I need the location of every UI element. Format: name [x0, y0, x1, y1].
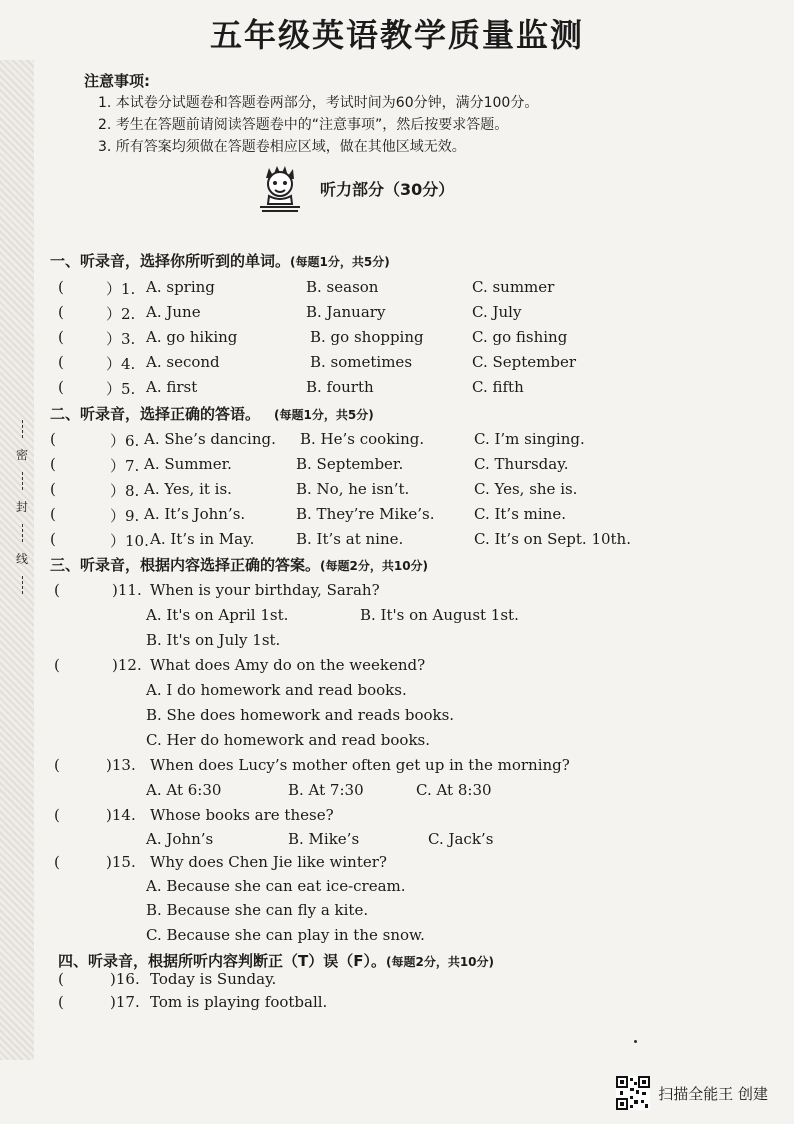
answer-blank[interactable]: (	[58, 970, 64, 988]
statement-text: Today is Sunday.	[150, 970, 277, 988]
question-number: )11.	[112, 581, 142, 599]
option-c: C. September	[472, 353, 577, 371]
option-a: A. go hiking	[146, 328, 238, 346]
option-a: A. Yes, it is.	[144, 480, 232, 498]
listening-section-header	[254, 162, 454, 214]
option-c: C. It’s mine.	[474, 505, 566, 523]
answer-blank[interactable]: (	[58, 303, 64, 321]
question-number: ）4.	[106, 355, 136, 373]
option-c: C. Jack’s	[428, 830, 494, 848]
answer-blank[interactable]: (	[58, 993, 64, 1011]
option-b: B. season	[306, 278, 379, 296]
student-cartoon-icon	[254, 162, 306, 214]
page-title: 五年级英语教学质量监测	[209, 16, 584, 54]
notice-item: 3. 所有答案均须做在答题卷相应区域，做在其他区域无效。	[98, 139, 466, 155]
option-b: B. No, he isn’t.	[296, 480, 410, 498]
binding-char-2: 封	[16, 500, 29, 514]
section-title-text: 四、听录音，根据所听内容判断正（T）误（F）。	[58, 952, 386, 970]
option-b: B. go shopping	[310, 328, 424, 346]
option-b: B. He’s cooking.	[300, 430, 425, 448]
option-a: A. Because she can eat ice-cream.	[146, 877, 406, 895]
answer-blank[interactable]: (	[50, 430, 56, 448]
question-text: When does Lucy’s mother often get up in the morning?	[150, 756, 570, 774]
notice-block	[84, 70, 538, 158]
answer-blank[interactable]: (	[50, 505, 56, 523]
answer-blank[interactable]: (	[50, 480, 56, 498]
section-title-text: 二、听录音，选择正确的答语。	[50, 405, 261, 423]
section-title-text: 三、听录音，根据内容选择正确的答案。	[50, 556, 321, 574]
option-b: B. fourth	[306, 378, 374, 396]
question-number: )13.	[106, 756, 136, 774]
watermark-text: 扫描全能王 创建	[658, 1084, 768, 1103]
option-c: C. summer	[472, 278, 555, 296]
option-c: B. It's on July 1st.	[146, 631, 281, 649]
option-c: C. I’m singing.	[474, 430, 585, 448]
option-b: B. They’re Mike’s.	[296, 505, 435, 523]
question-number: )17.	[110, 993, 140, 1011]
ink-dot	[634, 1040, 637, 1043]
question-number: ）1.	[106, 280, 136, 298]
option-b: B. It’s at nine.	[296, 530, 404, 548]
section-score: (每题2分，共10分)	[385, 955, 495, 969]
option-b: B. It's on August 1st.	[360, 606, 519, 624]
option-a: A. June	[146, 303, 201, 321]
option-c: C. fifth	[472, 378, 524, 396]
section-score: (每题1分，共5分)	[274, 408, 374, 422]
option-a: A. It’s John’s.	[144, 505, 246, 523]
option-a: A. It’s in May.	[150, 530, 255, 548]
answer-blank[interactable]: (	[58, 278, 64, 296]
option-c: C. Because she can play in the snow.	[146, 926, 425, 944]
option-b: B. September.	[296, 455, 404, 473]
binding-char-3: 线	[16, 552, 29, 566]
option-b: B. sometimes	[310, 353, 413, 371]
option-a: A. It's on April 1st.	[146, 606, 289, 624]
option-b: B. She does homework and reads books.	[146, 706, 455, 724]
option-c: C. It’s on Sept. 10th.	[474, 530, 631, 548]
answer-blank[interactable]: (	[54, 756, 60, 774]
question-text: What does Amy do on the weekend?	[150, 656, 426, 674]
option-a: A. I do homework and read books.	[146, 681, 407, 699]
answer-blank[interactable]: (	[54, 853, 60, 871]
question-number: )14.	[106, 806, 136, 824]
option-c: C. At 8:30	[416, 781, 492, 799]
option-c: C. Yes, she is.	[474, 480, 578, 498]
binding-line	[16, 420, 30, 640]
section-3-title	[50, 554, 428, 575]
option-c: C. Thursday.	[474, 455, 569, 473]
option-b: B. Mike’s	[288, 830, 360, 848]
option-a: A. first	[146, 378, 198, 396]
option-b: B. Because she can fly a kite.	[146, 901, 369, 919]
answer-blank[interactable]: (	[58, 328, 64, 346]
question-number: ）9.	[110, 507, 140, 525]
answer-blank[interactable]: (	[58, 353, 64, 371]
question-number: ）7.	[110, 457, 140, 475]
option-a: A. second	[146, 353, 220, 371]
option-a: A. At 6:30	[146, 781, 222, 799]
qr-code-icon	[616, 1076, 650, 1110]
notice-item: 1. 本试卷分试题卷和答题卷两部分，考试时间为60分钟，满分100分。	[98, 95, 539, 111]
question-text: Why does Chen Jie like winter?	[150, 853, 387, 871]
section-title-text: 一、听录音，选择你所听到的单词。	[50, 252, 291, 270]
answer-blank[interactable]: (	[50, 530, 56, 548]
section-2-title	[50, 403, 374, 424]
question-number: ）8.	[110, 482, 140, 500]
question-text: Whose books are these?	[150, 806, 334, 824]
section-score: (每题1分，共5分)	[290, 255, 390, 269]
scanner-watermark	[616, 1076, 768, 1110]
statement-text: Tom is playing football.	[150, 993, 328, 1011]
option-b: B. At 7:30	[288, 781, 364, 799]
question-number: )15.	[106, 853, 136, 871]
question-number: ）2.	[106, 305, 136, 323]
listening-header-text: 听力部分（30分）	[320, 179, 455, 199]
option-c: C. go fishing	[472, 328, 568, 346]
question-text: When is your birthday, Sarah?	[150, 581, 380, 599]
option-b: B. January	[306, 303, 386, 321]
option-a: A. Summer.	[144, 455, 232, 473]
answer-blank[interactable]: (	[58, 378, 64, 396]
binding-char-1: 密	[16, 448, 29, 462]
question-number: ）5.	[106, 380, 136, 398]
option-a: A. spring	[146, 278, 215, 296]
section-1-title	[50, 250, 390, 271]
question-number: ）10.	[110, 532, 149, 550]
notice-item: 2. 考生在答题前请阅读答题卷中的“注意事项”，然后按要求答题。	[98, 117, 509, 133]
answer-blank[interactable]: (	[50, 455, 56, 473]
answer-blank[interactable]: (	[54, 581, 60, 599]
option-a: A. John’s	[146, 830, 214, 848]
question-number: ）6.	[110, 432, 140, 450]
question-number: )12.	[112, 656, 142, 674]
answer-blank[interactable]: (	[54, 806, 60, 824]
question-number: ）3.	[106, 330, 136, 348]
option-a: A. She’s dancing.	[144, 430, 276, 448]
option-c: C. July	[472, 303, 522, 321]
notice-heading: 注意事项:	[84, 72, 150, 90]
question-number: )16.	[110, 970, 140, 988]
option-c: C. Her do homework and read books.	[146, 731, 431, 749]
answer-blank[interactable]: (	[54, 656, 60, 674]
section-4-title	[58, 950, 494, 971]
section-score: (每题2分，共10分)	[320, 559, 429, 573]
